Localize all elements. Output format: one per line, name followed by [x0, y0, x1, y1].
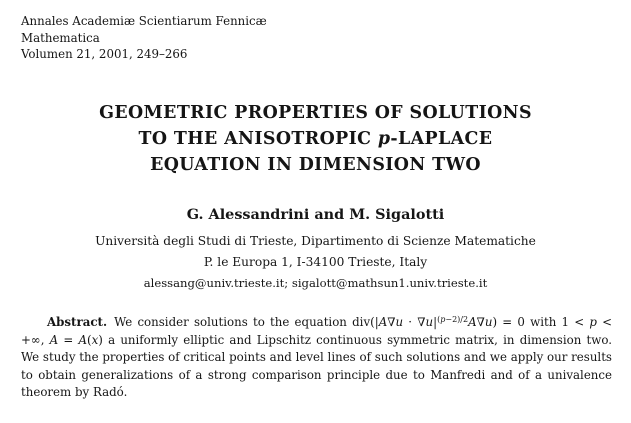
journal-volume: Volumen 21, 2001, 249–266 [21, 47, 188, 62]
abstract-paragraph [21, 314, 612, 402]
authors-line: G. Alessandrini and M. Sigalotti [186, 206, 445, 223]
journal-name: Annales Academiæ Scientiarum Fennicæ [21, 14, 267, 28]
affiliation-department: Università degli Studi di Trieste, Dipartimento di Scienze Matematiche [95, 234, 536, 248]
abstract-text: We consider solutions to the equation $div(|A\nabla u \cdot \nabla u|^{(p-2)/2}A\nabla u) = 0$ with 1 < p < +∞, A = A(x) a uniformly elliptic and Lipschitz continuous symmetric matrix, in dimension two. We study the properties of critical points and level lines of such solutions and we apply our results to obtain generalizations of a strong comparison principle due to Manfredi and of a univalence theorem by Radó. [21, 314, 613, 400]
paper-title [0, 101, 631, 178]
affiliation-address: P. le Europa 1, I-34100 Trieste, Italy [203, 255, 428, 269]
title-line-1: GEOMETRIC PROPERTIES OF SOLUTIONS [99, 103, 532, 123]
affiliation-block [0, 231, 631, 294]
abstract-label: Abstract. [47, 315, 108, 329]
title-line-3: EQUATION IN DIMENSION TWO [150, 154, 481, 175]
journal-series: Mathematica [21, 30, 100, 45]
title-line-2: TO THE ANISOTROPIC p-LAPLACE [138, 128, 493, 149]
journal-header [21, 13, 267, 63]
affiliation-emails: alessang@univ.trieste.it; sigalott@mathsun1.univ.trieste.it [143, 276, 488, 290]
